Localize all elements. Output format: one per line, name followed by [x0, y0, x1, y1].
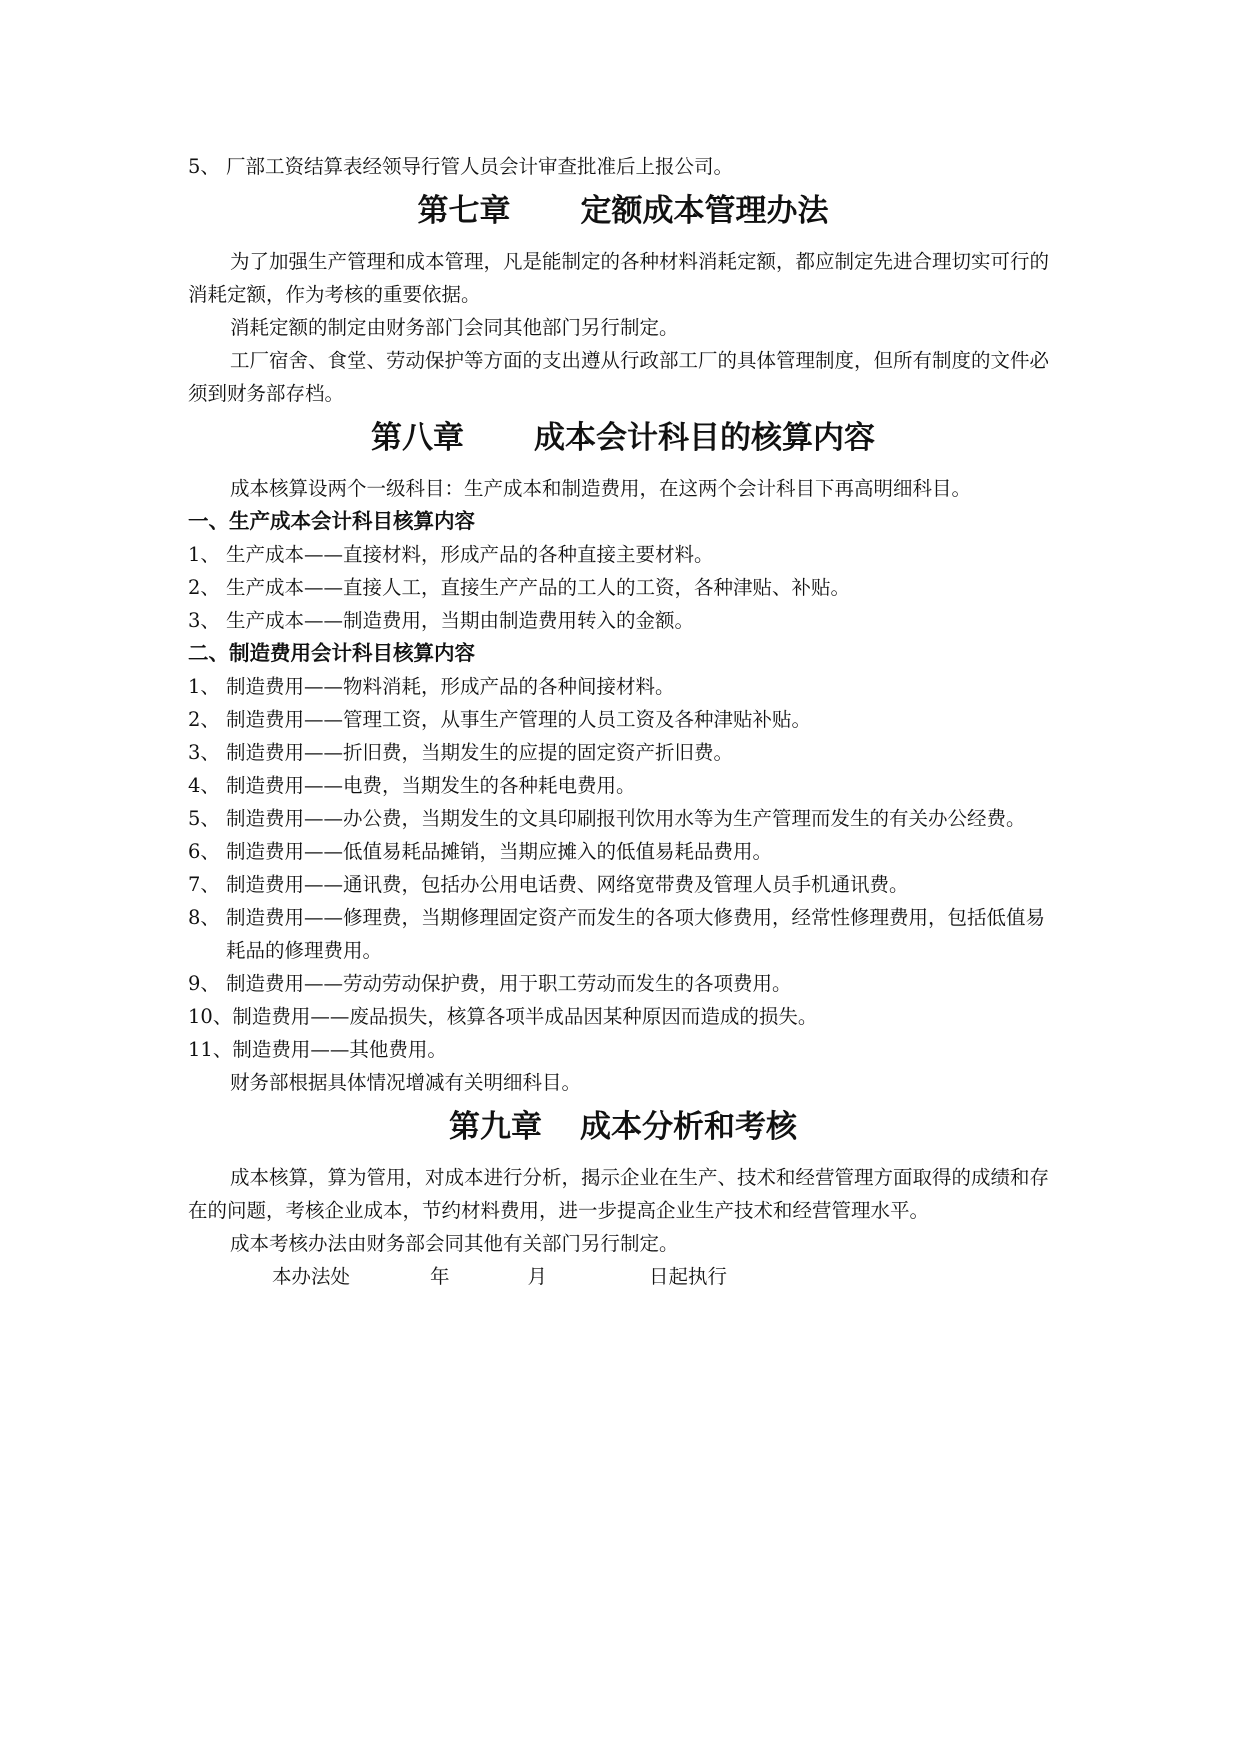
- item-number: 9、: [188, 972, 220, 995]
- item-number: 3、: [188, 609, 220, 632]
- chapter-9-heading: [188, 1103, 1058, 1151]
- list-item: [188, 868, 1058, 901]
- item-text: 生产成本——直接人工，直接生产产品的工人的工资，各种津贴、补贴。: [226, 576, 851, 599]
- item-number: 1、: [188, 675, 220, 698]
- item-number: 3、: [188, 741, 220, 764]
- item-text: 制造费用——电费，当期发生的各种耗电费用。: [226, 774, 636, 797]
- item-number: 8、: [188, 906, 220, 929]
- paragraph: 成本核算，算为管用，对成本进行分析，揭示企业在生产、技术和经营管理方面取得的成绩和存在的问题，考核企业成本，节约材料费用，进一步提高企业生产技术和经营管理水平。: [188, 1166, 1050, 1222]
- chapter-title: 成本分析和考核: [580, 1109, 797, 1145]
- item-number: 5、: [188, 155, 220, 178]
- item-text: 厂部工资结算表经领导行管人员会计审查批准后上报公司。: [226, 155, 734, 178]
- item-text: 制造费用——办公费，当期发生的文具印刷报刊饮用水等为生产管理而发生的有关办公经费。: [226, 807, 1026, 830]
- list-item: [188, 1033, 1058, 1066]
- list-item: [188, 538, 1058, 571]
- list-item: [188, 604, 1058, 637]
- paragraph: 成本考核办法由财务部会同其他有关部门另行制定。: [230, 1232, 679, 1255]
- list-item: [188, 1000, 1058, 1033]
- list-item: [188, 835, 1058, 868]
- item-text: 制造费用——废品损失，核算各项半成品因某种原因而造成的损失。: [232, 1005, 818, 1028]
- chapter-label: 第八章: [371, 420, 464, 456]
- document-page: [188, 150, 1058, 1293]
- item-number: 2、: [188, 576, 220, 599]
- item-text: 制造费用——管理工资，从事生产管理的人员工资及各种津贴补贴。: [226, 708, 812, 731]
- item-text: 制造费用——低值易耗品摊销，当期应摊入的低值易耗品费用。: [226, 840, 773, 863]
- item-number: 1、: [188, 543, 220, 566]
- item-number: 6、: [188, 840, 220, 863]
- item-text: 制造费用——通讯费，包括办公用电话费、网络宽带费及管理人员手机通讯费。: [226, 873, 909, 896]
- list-item: [188, 736, 1058, 769]
- item-text: 制造费用——折旧费，当期发生的应提的固定资产折旧费。: [226, 741, 734, 764]
- effective-date-line: [188, 1260, 1058, 1293]
- chapter-label: 第九章: [449, 1109, 542, 1145]
- section-heading: 一、生产成本会计科目核算内容: [188, 509, 475, 533]
- list-item: [188, 670, 1058, 703]
- item-number: 11、: [188, 1038, 233, 1061]
- item-number: 5、: [188, 807, 220, 830]
- item-number: 7、: [188, 873, 220, 896]
- paragraph: 为了加强生产管理和成本管理，凡是能制定的各种材料消耗定额，都应制定先进合理切实可行的消耗定额，作为考核的重要依据。: [188, 250, 1050, 306]
- item-number: 2、: [188, 708, 220, 731]
- paragraph: 工厂宿舍、食堂、劳动保护等方面的支出遵从行政部工厂的具体管理制度，但所有制度的文件必须到财务部存档。: [188, 349, 1050, 405]
- item-text: 制造费用——其他费用。: [232, 1038, 447, 1061]
- date-day: 日起执行: [649, 1265, 728, 1288]
- list-item: [188, 967, 1058, 1000]
- chapter-title: 成本会计科目的核算内容: [534, 420, 875, 456]
- chapter-label: 第七章: [417, 193, 511, 229]
- item-number: 4、: [188, 774, 220, 797]
- section-heading: 二、制造费用会计科目核算内容: [188, 641, 475, 665]
- date-year: 年: [430, 1265, 450, 1288]
- item-text: 制造费用——劳动劳动保护费，用于职工劳动而发生的各项费用。: [226, 972, 792, 995]
- item-text: 制造费用——物料消耗，形成产品的各种间接材料。: [226, 675, 675, 698]
- item-number: 10、: [188, 1005, 233, 1028]
- item-text: 生产成本——直接材料，形成产品的各种直接主要材料。: [226, 543, 714, 566]
- paragraph: 消耗定额的制定由财务部门会同其他部门另行制定。: [230, 316, 679, 339]
- list-item: [188, 571, 1058, 604]
- list-item: [188, 901, 1058, 967]
- item-text: 制造费用——修理费，当期修理固定资产而发生的各项大修费用，经常性修理费用，包括低值易耗品的修理费用。: [226, 906, 1046, 962]
- chapter-title: 定额成本管理办法: [580, 193, 829, 229]
- list-item: [188, 769, 1058, 802]
- chapter-7-heading: [188, 187, 1058, 235]
- date-prefix: 本办法处: [272, 1265, 351, 1288]
- item-text: 生产成本——制造费用，当期由制造费用转入的金额。: [226, 609, 695, 632]
- list-item: [188, 802, 1058, 835]
- chapter-8-heading: [188, 414, 1058, 462]
- list-item: [188, 150, 1058, 183]
- paragraph: 成本核算设两个一级科目：生产成本和制造费用，在这两个会计科目下再高明细科目。: [230, 477, 972, 500]
- list-item: [188, 703, 1058, 736]
- date-month: 月: [527, 1265, 548, 1288]
- paragraph: 财务部根据具体情况增减有关明细科目。: [230, 1071, 582, 1094]
